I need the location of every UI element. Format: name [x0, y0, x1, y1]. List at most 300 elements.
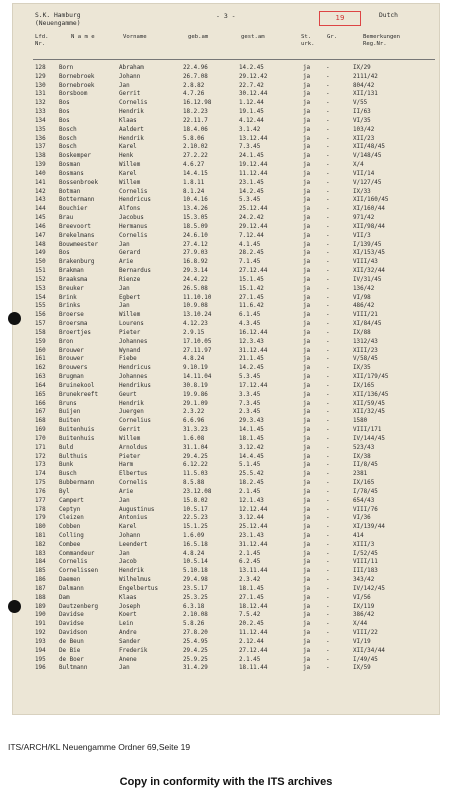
birth-date-cell: 31.4.29 — [183, 665, 208, 672]
row-number-cell: 170 — [35, 435, 46, 442]
birth-date-cell: 29.3.14 — [183, 268, 208, 275]
certificate-cell: ja — [303, 585, 311, 592]
certificate-cell: ja — [303, 241, 311, 248]
first-name-cell: Willem — [119, 312, 141, 319]
surname-cell: Bosch — [59, 126, 77, 133]
group-cell: - — [326, 135, 330, 142]
table-row — [13, 355, 441, 363]
certificate-cell: ja — [303, 577, 311, 584]
first-name-cell: Geurt — [119, 391, 137, 398]
surname-cell: Brakman — [59, 268, 84, 275]
remarks-cell: VIII/76 — [353, 506, 378, 513]
group-cell: - — [326, 497, 330, 504]
table-row — [13, 470, 441, 478]
surname-cell: Breevoort — [59, 223, 91, 230]
surname-cell: Bosch — [59, 144, 77, 151]
group-cell: - — [326, 400, 330, 407]
table-row — [13, 585, 441, 593]
group-cell: - — [326, 285, 330, 292]
surname-cell: Boskemper — [59, 153, 91, 160]
row-number-cell: 158 — [35, 329, 46, 336]
table-row — [13, 232, 441, 240]
row-number-cell: 178 — [35, 506, 46, 513]
table-row — [13, 73, 441, 81]
row-number-cell: 138 — [35, 153, 46, 160]
death-date-cell: 27.12.44 — [239, 268, 268, 275]
remarks-cell: IX/38 — [353, 453, 371, 460]
surname-cell: Cleizen — [59, 515, 84, 522]
certificate-cell: ja — [303, 197, 311, 204]
row-number-cell: 181 — [35, 532, 46, 539]
remarks-cell: 804/42 — [353, 82, 375, 89]
surname-cell: Campert — [59, 497, 84, 504]
birth-date-cell: 25.3.25 — [183, 594, 208, 601]
col-header-nr: Lfd. Nr. — [35, 34, 49, 47]
row-number-cell: 173 — [35, 462, 46, 469]
surname-cell: Davidson — [59, 630, 88, 637]
first-name-cell: Klaas — [119, 117, 137, 124]
birth-date-cell: 27.9.03 — [183, 250, 208, 257]
first-name-cell: Fiebe — [119, 356, 137, 363]
remarks-cell: XII/59/45 — [353, 400, 385, 407]
death-date-cell: 4.1.45 — [239, 241, 261, 248]
surname-cell: Bos — [59, 117, 70, 124]
death-date-cell: 27.1.45 — [239, 294, 264, 301]
remarks-cell: IV/142/45 — [353, 585, 385, 592]
certificate-cell: ja — [303, 126, 311, 133]
col-header-gr: Gr. — [327, 34, 338, 40]
group-cell: - — [326, 241, 330, 248]
group-cell: - — [326, 612, 330, 619]
certificate-cell: ja — [303, 418, 311, 425]
remarks-cell: VII/14 — [353, 170, 375, 177]
death-date-cell: 18.11.44 — [239, 665, 268, 672]
row-number-cell: 169 — [35, 427, 46, 434]
table-row — [13, 285, 441, 293]
birth-date-cell: 16.8.92 — [183, 259, 208, 266]
row-number-cell: 195 — [35, 656, 46, 663]
death-date-cell: 15.1.45 — [239, 276, 264, 283]
first-name-cell: Bernardus — [119, 268, 151, 275]
birth-date-cell: 8.5.88 — [183, 480, 205, 486]
group-cell: - — [326, 647, 330, 654]
death-date-cell: 2.12.44 — [239, 638, 264, 645]
row-number-cell: 162 — [35, 365, 46, 372]
row-number-cell: 145 — [35, 215, 46, 222]
birth-date-cell: 30.8.19 — [183, 382, 208, 389]
first-name-cell: Gerrit — [119, 91, 141, 98]
certificate-cell: ja — [303, 223, 311, 230]
birth-date-cell: 13.4.26 — [183, 206, 208, 213]
certificate-cell: ja — [303, 294, 311, 301]
first-name-cell: Koert — [119, 612, 137, 619]
remarks-cell: I/78/45 — [353, 488, 378, 495]
group-cell: - — [326, 73, 330, 80]
group-cell: - — [326, 585, 330, 592]
remarks-cell: 971/42 — [353, 215, 375, 222]
group-cell: - — [326, 568, 330, 575]
remarks-cell: 523/43 — [353, 444, 375, 451]
surname-cell: De Bie — [59, 647, 81, 654]
table-row — [13, 99, 441, 107]
birth-date-cell: 27.4.12 — [183, 241, 208, 248]
group-cell: - — [326, 329, 330, 336]
group-cell: - — [326, 638, 330, 645]
remarks-cell: XII/34/44 — [353, 647, 385, 654]
surname-cell: Breuker — [59, 285, 84, 292]
surname-cell: Colling — [59, 532, 84, 539]
surname-cell: Bouchier — [59, 206, 88, 213]
certificate-cell: ja — [303, 532, 311, 539]
group-cell: - — [326, 374, 330, 381]
birth-date-cell: 27.2.22 — [183, 153, 208, 160]
group-cell: - — [326, 347, 330, 354]
surname-cell: Brink — [59, 294, 77, 301]
certificate-cell: ja — [303, 665, 311, 672]
group-cell: - — [326, 294, 330, 301]
surname-cell: Dam — [59, 594, 70, 601]
group-cell: - — [326, 382, 330, 389]
table-row — [13, 656, 441, 664]
surname-cell: Dalmann — [59, 585, 84, 592]
death-date-cell: 19.1.45 — [239, 109, 264, 116]
first-name-cell: Willem — [119, 435, 141, 442]
first-name-cell: Pieter — [119, 453, 141, 460]
row-number-cell: 163 — [35, 374, 46, 381]
row-number-cell: 179 — [35, 515, 46, 522]
group-cell: - — [326, 594, 330, 601]
group-cell: - — [326, 100, 330, 107]
table-row — [13, 82, 441, 90]
group-cell: - — [326, 232, 330, 239]
row-number-cell: 143 — [35, 197, 46, 204]
table-row — [13, 576, 441, 584]
row-number-cell: 184 — [35, 559, 46, 566]
first-name-cell: Juergen — [119, 409, 144, 416]
group-cell: - — [326, 532, 330, 539]
group-cell: - — [326, 471, 330, 478]
first-name-cell: Arie — [119, 488, 134, 495]
certificate-cell: ja — [303, 312, 311, 319]
row-number-cell: 139 — [35, 162, 46, 169]
table-row — [13, 611, 441, 619]
certificate-cell: ja — [303, 82, 311, 89]
birth-date-cell: 4.12.23 — [183, 321, 208, 328]
birth-date-cell: 4.8.24 — [183, 550, 205, 557]
certificate-cell: ja — [303, 453, 311, 460]
group-cell: - — [326, 550, 330, 557]
group-cell: - — [326, 365, 330, 372]
death-date-cell: 23.1.43 — [239, 532, 264, 539]
birth-date-cell: 27.11.97 — [183, 347, 212, 354]
surname-cell: Bosch — [59, 135, 77, 142]
table-row — [13, 117, 441, 125]
birth-date-cell: 10.5.17 — [183, 506, 208, 513]
first-name-cell: Lein — [119, 621, 134, 628]
birth-date-cell: 29.1.09 — [183, 400, 208, 407]
birth-date-cell: 14.11.04 — [183, 374, 212, 381]
table-row — [13, 444, 441, 452]
table-row — [13, 294, 441, 302]
first-name-cell: Jan — [119, 285, 130, 292]
remarks-cell: 103/42 — [353, 126, 375, 133]
certificate-cell: ja — [303, 365, 311, 372]
col-header-geb: geb.am — [188, 34, 209, 40]
death-date-cell: 2.1.45 — [239, 656, 261, 663]
death-date-cell: 5.1.45 — [239, 462, 261, 469]
first-name-cell: Karel — [119, 524, 137, 531]
death-date-cell: 29.12.42 — [239, 73, 268, 80]
first-name-cell: Leendert — [119, 541, 148, 548]
remarks-cell: IX/119 — [353, 603, 375, 610]
surname-cell: Broertjes — [59, 329, 91, 336]
birth-date-cell: 23.5.17 — [183, 585, 208, 592]
death-date-cell: 2.3.42 — [239, 577, 261, 584]
col-header-urk: St. urk. — [301, 34, 315, 47]
row-number-cell: 188 — [35, 594, 46, 601]
remarks-cell: VI/98 — [353, 294, 371, 301]
table-row — [13, 426, 441, 434]
table-row — [13, 541, 441, 549]
death-date-cell: 11.12.44 — [239, 630, 268, 637]
remarks-cell: XII/98/44 — [353, 223, 385, 230]
remarks-cell: XII/160/45 — [353, 197, 389, 204]
table-row — [13, 364, 441, 372]
certificate-cell: ja — [303, 480, 311, 486]
first-name-cell: Jacobus — [119, 215, 144, 222]
first-name-cell: Hermanus — [119, 223, 148, 230]
death-date-cell: 31.12.44 — [239, 541, 268, 548]
table-row — [13, 594, 441, 602]
table-row — [13, 382, 441, 390]
certificate-cell: ja — [303, 568, 311, 575]
table-row — [13, 320, 441, 328]
first-name-cell: Gerrit — [119, 427, 141, 434]
group-cell: - — [326, 170, 330, 177]
table-row — [13, 373, 441, 381]
surname-cell: Brekelmans — [59, 232, 95, 239]
death-date-cell: 7.1.45 — [239, 259, 261, 266]
death-date-cell: 18.12.44 — [239, 603, 268, 610]
certificate-cell: ja — [303, 435, 311, 442]
first-name-cell: Abraham — [119, 65, 144, 71]
group-cell: - — [326, 621, 330, 628]
certificate-cell: ja — [303, 259, 311, 266]
birth-date-cell: 31.1.04 — [183, 444, 208, 451]
death-date-cell: 24.1.45 — [239, 153, 264, 160]
birth-date-cell: 22.4.96 — [183, 65, 208, 71]
first-name-cell: Willem — [119, 162, 141, 169]
certificate-cell: ja — [303, 73, 311, 80]
death-date-cell: 25.5.42 — [239, 471, 264, 478]
row-number-cell: 157 — [35, 321, 46, 328]
group-cell: - — [326, 91, 330, 98]
row-number-cell: 172 — [35, 453, 46, 460]
table-row — [13, 143, 441, 151]
birth-date-cell: 19.9.86 — [183, 391, 208, 398]
surname-cell: Bron — [59, 338, 74, 345]
birth-date-cell: 24.6.10 — [183, 232, 208, 239]
group-cell: - — [326, 321, 330, 328]
table-row — [13, 135, 441, 143]
surname-cell: Bosman — [59, 162, 81, 169]
first-name-cell: Andre — [119, 630, 137, 637]
certificate-cell: ja — [303, 206, 311, 213]
header-camp: S.K. Hamburg — [35, 12, 81, 19]
surname-cell: Bulthuis — [59, 453, 88, 460]
table-row — [13, 179, 441, 187]
death-date-cell: 6.1.45 — [239, 312, 261, 319]
row-number-cell: 144 — [35, 206, 46, 213]
remarks-cell: XI/84/45 — [353, 321, 382, 328]
first-name-cell: Johannes — [119, 374, 148, 381]
col-header-name: N a m e — [71, 34, 95, 40]
group-cell: - — [326, 524, 330, 531]
certificate-cell: ja — [303, 462, 311, 469]
birth-date-cell: 29.4.25 — [183, 647, 208, 654]
certificate-cell: ja — [303, 276, 311, 283]
table-row — [13, 488, 441, 496]
surname-cell: Brau — [59, 215, 74, 222]
remarks-cell: VIII/43 — [353, 259, 378, 266]
row-number-cell: 187 — [35, 585, 46, 592]
death-date-cell: 14.4.45 — [239, 453, 264, 460]
row-number-cell: 189 — [35, 603, 46, 610]
certificate-cell: ja — [303, 524, 311, 531]
remarks-cell: VI/35 — [353, 117, 371, 124]
table-row — [13, 391, 441, 399]
surname-cell: Cornelis — [59, 559, 88, 566]
table-row — [13, 152, 441, 160]
surname-cell: Davidse — [59, 612, 84, 619]
certificate-cell: ja — [303, 321, 311, 328]
remarks-cell: V/127/45 — [353, 179, 382, 186]
group-cell: - — [326, 435, 330, 442]
surname-cell: Brouwer — [59, 356, 84, 363]
certificate-cell: ja — [303, 497, 311, 504]
first-name-cell: Hendrik — [119, 568, 144, 575]
first-name-cell: Cornelis — [119, 480, 148, 486]
punch-hole — [8, 600, 21, 613]
surname-cell: Bouwmeester — [59, 241, 99, 248]
certificate-cell: ja — [303, 400, 311, 407]
remarks-cell: XI/160/44 — [353, 206, 385, 213]
death-date-cell: 16.12.44 — [239, 329, 268, 336]
first-name-cell: Henk — [119, 153, 134, 160]
row-number-cell: 136 — [35, 135, 46, 142]
remarks-cell: 1312/43 — [353, 338, 378, 345]
surname-cell: Ceptyn — [59, 506, 81, 513]
certificate-cell: ja — [303, 285, 311, 292]
death-date-cell: 27.1.45 — [239, 594, 264, 601]
first-name-cell: Antonius — [119, 515, 148, 522]
certificate-cell: ja — [303, 215, 311, 222]
birth-date-cell: 17.10.05 — [183, 338, 212, 345]
table-row — [13, 276, 441, 284]
group-cell: - — [326, 462, 330, 469]
remarks-cell: VIII/22 — [353, 630, 378, 637]
first-name-cell: Hendricus — [119, 365, 151, 372]
table-row — [13, 400, 441, 408]
first-name-cell: Jan — [119, 665, 130, 672]
birth-date-cell: 31.3.23 — [183, 427, 208, 434]
first-name-cell: Hendrikus — [119, 382, 151, 389]
row-number-cell: 135 — [35, 126, 46, 133]
birth-date-cell: 15.1.25 — [183, 524, 208, 531]
first-name-cell: Wynand — [119, 347, 141, 354]
surname-cell: Daemen — [59, 577, 81, 584]
row-number-cell: 150 — [35, 259, 46, 266]
table-row — [13, 603, 441, 611]
row-number-cell: 154 — [35, 294, 46, 301]
death-date-cell: 23.1.45 — [239, 179, 264, 186]
remarks-cell: 486/42 — [353, 303, 375, 310]
remarks-cell: II/63 — [353, 109, 371, 116]
page-stamp: 19 — [319, 11, 361, 26]
group-cell: - — [326, 356, 330, 363]
birth-date-cell: 27.8.20 — [183, 630, 208, 637]
birth-date-cell: 26.7.08 — [183, 73, 208, 80]
table-row — [13, 205, 441, 213]
row-number-cell: 148 — [35, 241, 46, 248]
row-number-cell: 196 — [35, 665, 46, 672]
certificate-cell: ja — [303, 409, 311, 416]
certificate-cell: ja — [303, 612, 311, 619]
certificate-cell: ja — [303, 268, 311, 275]
group-cell: - — [326, 82, 330, 89]
remarks-cell: XII/136/45 — [353, 391, 389, 398]
death-date-cell: 3.1.42 — [239, 126, 261, 133]
group-cell: - — [326, 153, 330, 160]
header-rule — [33, 59, 435, 60]
col-header-bem: Bemerkungen Reg.Nr. — [363, 34, 401, 47]
remarks-cell: VII/3 — [353, 232, 371, 239]
death-date-cell: 4.12.44 — [239, 117, 264, 124]
remarks-cell: XI/153/45 — [353, 250, 385, 257]
certificate-cell: ja — [303, 170, 311, 177]
remarks-cell: VIII/171 — [353, 427, 382, 434]
table-row — [13, 523, 441, 531]
birth-date-cell: 4.8.24 — [183, 356, 205, 363]
death-date-cell: 11.6.42 — [239, 303, 264, 310]
table-row — [13, 126, 441, 134]
page-number: - 3 - — [216, 12, 236, 20]
table-row — [13, 497, 441, 505]
first-name-cell: Pieter — [119, 329, 141, 336]
birth-date-cell: 29.4.98 — [183, 577, 208, 584]
table-row — [13, 249, 441, 257]
birth-date-cell: 4.6.27 — [183, 162, 205, 169]
table-row — [13, 302, 441, 310]
first-name-cell: Gerard — [119, 250, 141, 257]
death-date-cell: 12.1.43 — [239, 497, 264, 504]
table-row — [13, 329, 441, 337]
surname-cell: Bos — [59, 250, 70, 257]
row-number-cell: 132 — [35, 100, 46, 107]
birth-date-cell: 1.6.08 — [183, 435, 205, 442]
death-date-cell: 29.12.44 — [239, 223, 268, 230]
surname-cell: Buld — [59, 444, 74, 451]
birth-date-cell: 18.5.09 — [183, 223, 208, 230]
row-number-cell: 192 — [35, 630, 46, 637]
group-cell: - — [326, 515, 330, 522]
death-date-cell: 17.12.44 — [239, 382, 268, 389]
certificate-cell: ja — [303, 427, 311, 434]
certificate-cell: ja — [303, 559, 311, 566]
death-date-cell: 3.3.45 — [239, 391, 261, 398]
remarks-cell: XII/131 — [353, 91, 378, 98]
death-date-cell: 18.1.45 — [239, 435, 264, 442]
